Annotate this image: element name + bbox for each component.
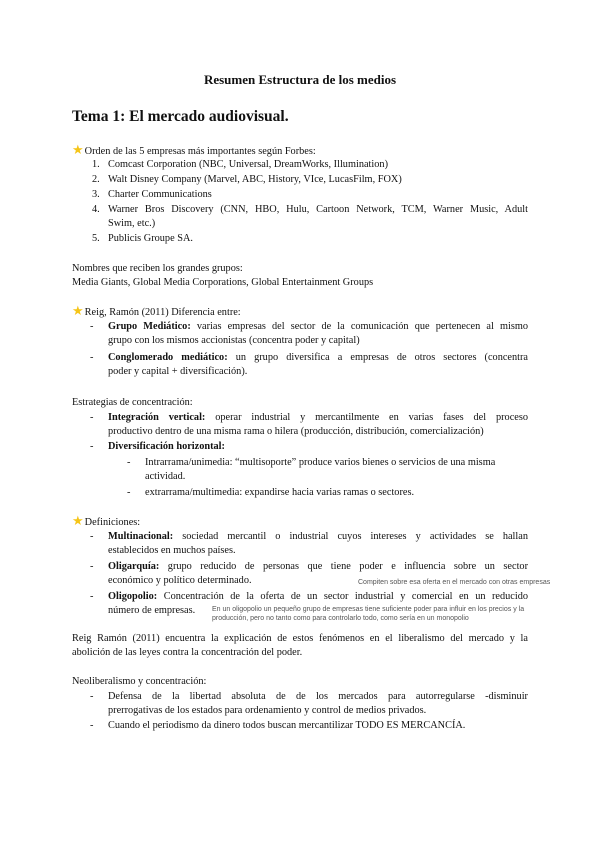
definition: varias empresas del sector de la comunicación que pertenecen al mismo — [196, 321, 528, 332]
dash-bullet: - — [90, 591, 94, 602]
estrategias-intro: Estrategias de concentración: — [72, 397, 193, 408]
definition: sociedad mercantil o industrial cuyos intereses y actividades se hallan — [182, 531, 528, 542]
term: Conglomerado mediático: — [108, 352, 228, 363]
integracion-vertical-line-1 — [108, 411, 528, 425]
comment-note: En un oligopolio un pequeño grupo de empresas tiene suficiente poder para influir en los precios y la — [212, 606, 525, 613]
oligarquia-line-2: económico y político determinado. — [108, 575, 252, 586]
neoliberalismo-item1-line-1: Defensa de la libertad absoluta de de los mercados para autorregularse -disminuir — [108, 691, 528, 702]
reig-liberalismo-line-1: Reig Ramón (2011) encuentra la explicación de estos fenómenos en el liberalismo del mercado y la — [72, 633, 528, 644]
comment-note: Compiten sobre esa oferta en el mercado con otras empresas — [358, 579, 551, 586]
term: Multinacional: — [108, 531, 174, 542]
conglomerado-line-2: poder y capital + diversificación). — [108, 366, 248, 377]
reig-intro — [72, 304, 241, 320]
list-number: 4. — [92, 204, 100, 215]
definiciones-intro — [72, 514, 140, 530]
list-item-continuation: Swim, etc.) — [108, 218, 156, 229]
oligopolio-line-2: número de empresas. — [108, 605, 196, 616]
list-number: 3. — [92, 189, 100, 200]
list-number: 5. — [92, 233, 100, 244]
term: Integración vertical: — [108, 412, 206, 423]
definition: Concentración de la oferta de un sector industrial y comercial en un reducido — [163, 591, 528, 602]
grupo-mediatico-line-1 — [108, 320, 528, 334]
term: Grupo Mediático: — [108, 321, 191, 332]
intrarrama-line-1: Intrarrama/unimedia: “multisoporte” produce varios bienes o servicios de una misma — [145, 457, 496, 468]
dash-bullet: - — [90, 561, 94, 572]
list-item: Warner Bros Discovery (CNN, HBO, Hulu, Cartoon Network, TCM, Warner Music, Adult — [108, 204, 528, 215]
star-icon: ★ — [72, 513, 84, 528]
list-item: Comcast Corporation (NBC, Universal, DreamWorks, Illumination) — [108, 159, 388, 170]
extrarrama-line: extrarrama/multimedia: expandirse hacia varias ramas o sectores. — [145, 487, 415, 498]
definition: grupo reducido de personas que tiene poder e influencia sobre un sector — [167, 561, 529, 572]
dash-bullet: - — [90, 691, 94, 702]
grupos-line-1: Nombres que reciben los grandes grupos: — [72, 263, 243, 274]
document-title: Resumen Estructura de los medios — [203, 72, 397, 87]
oligarquia-line-1 — [108, 560, 528, 574]
integracion-vertical-line-2: productivo dentro de una misma rama o hilera (producción, distribución, comercialización) — [108, 426, 484, 437]
diversificacion-horizontal — [108, 440, 225, 454]
conglomerado-line-1 — [108, 351, 528, 365]
intrarrama-line-2: actividad. — [145, 471, 186, 482]
term: Diversificación horizontal: — [108, 441, 225, 452]
oligopolio-line-1 — [108, 590, 528, 604]
multinacional-line-2: establecidos en muchos países. — [108, 545, 236, 556]
grupo-mediatico-line-2: grupo con los mismos accionistas (concentra poder y capital) — [108, 335, 360, 346]
term: Oligopolio: — [108, 591, 158, 602]
star-icon: ★ — [72, 142, 84, 157]
reig-intro-text: Reig, Ramón (2011) Diferencia entre: — [84, 307, 241, 318]
comment-note: producción, pero no tanto como para controlarlo todo, como sería en un monopolio — [212, 615, 469, 622]
list-number: 2. — [92, 174, 100, 185]
definiciones-intro-text: Definiciones: — [84, 517, 141, 528]
star-icon: ★ — [72, 303, 84, 318]
list-item: Walt Disney Company (Marvel, ABC, History, VIce, LucasFilm, FOX) — [108, 174, 402, 185]
grupos-line-2: Media Giants, Global Media Corporations, Global Entertainment Groups — [72, 277, 374, 288]
section-heading-tema1: Tema 1: El mercado audiovisual. — [72, 108, 289, 125]
dash-bullet: - — [127, 487, 131, 498]
definition: un grupo diversifica a empresas de otros sectores (concentra — [235, 352, 529, 363]
dash-bullet: - — [90, 412, 94, 423]
dash-bullet: - — [90, 531, 94, 542]
list-item: Charter Communications — [108, 189, 212, 200]
list-item: Publicis Groupe SA. — [108, 233, 193, 244]
multinacional-line-1 — [108, 530, 528, 544]
neoliberalismo-item1-line-2: prerrogativas de los estados para ordenamiento y control de medios privados. — [108, 705, 427, 716]
forbes-intro — [72, 143, 316, 159]
forbes-intro-text: Orden de las 5 empresas más importantes según Forbes: — [84, 146, 316, 157]
neoliberalismo-intro: Neoliberalismo y concentración: — [72, 676, 207, 687]
reig-liberalismo-line-2: abolición de las leyes contra la concentración del poder. — [72, 647, 303, 658]
dash-bullet: - — [90, 720, 94, 731]
list-number: 1. — [92, 159, 100, 170]
definition: operar industrial y mercantilmente en varias fases del proceso — [215, 412, 528, 423]
dash-bullet: - — [90, 441, 94, 452]
term: Oligarquía: — [108, 561, 160, 572]
dash-bullet: - — [90, 352, 94, 363]
dash-bullet: - — [90, 321, 94, 332]
dash-bullet: - — [127, 457, 131, 468]
neoliberalismo-item2: Cuando el periodismo da dinero todos buscan mercantilizar TODO ES MERCANCÍA. — [108, 720, 466, 731]
